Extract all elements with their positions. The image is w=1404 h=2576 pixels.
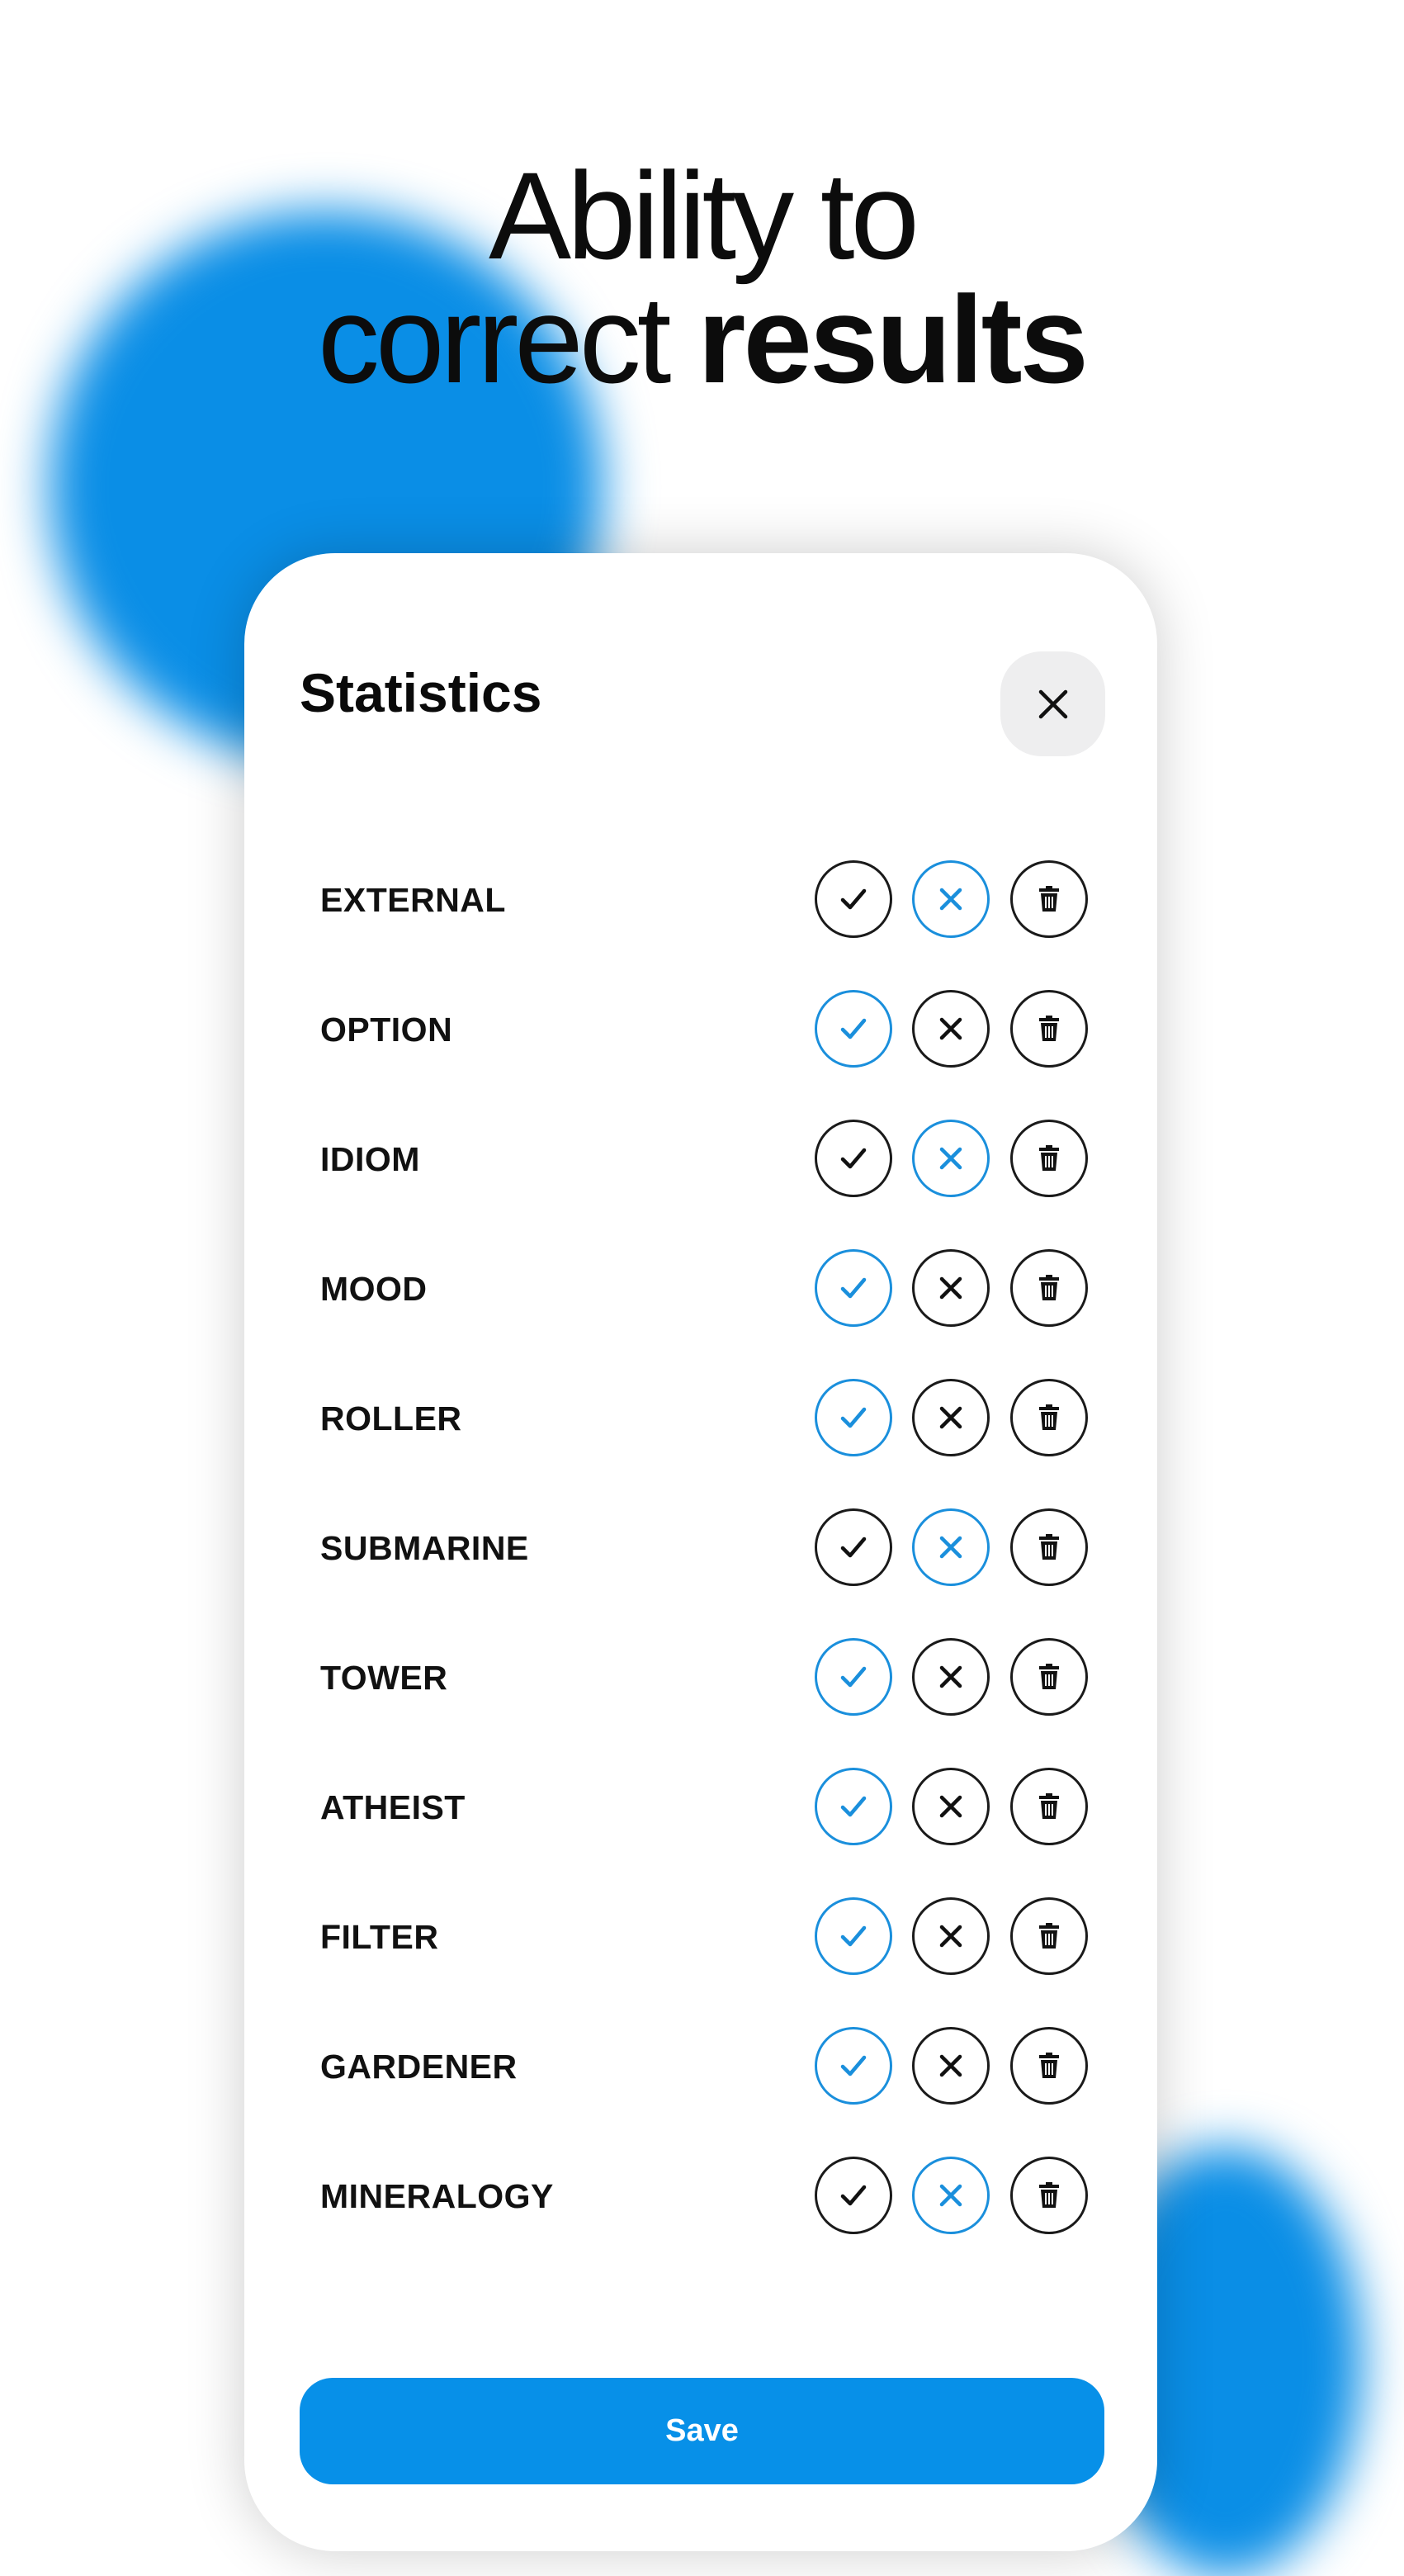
word-label: GARDENER <box>320 2048 518 2086</box>
word-row <box>244 1120 1157 1199</box>
cross-icon <box>933 1270 969 1306</box>
close-button[interactable] <box>1000 651 1105 756</box>
trash-icon <box>1031 1918 1067 1954</box>
word-label: ROLLER <box>320 1399 462 1437</box>
word-row <box>244 2157 1157 2236</box>
word-label: FILTER <box>320 1918 439 1956</box>
check-icon <box>835 1011 872 1047</box>
trash-icon <box>1031 1140 1067 1177</box>
delete-button[interactable] <box>1010 2157 1088 2234</box>
cross-icon <box>933 1011 969 1047</box>
delete-button[interactable] <box>1010 860 1088 938</box>
check-icon <box>835 1788 872 1825</box>
trash-icon <box>1031 1270 1067 1306</box>
word-row <box>244 1508 1157 1588</box>
cross-icon <box>933 1140 969 1177</box>
word-label: ATHEIST <box>320 1788 466 1826</box>
mark-correct-button[interactable] <box>815 2027 892 2105</box>
mark-wrong-button[interactable] <box>912 990 990 1068</box>
cross-icon <box>933 2048 969 2084</box>
delete-button[interactable] <box>1010 1638 1088 1716</box>
mark-wrong-button[interactable] <box>912 1768 990 1845</box>
word-row <box>244 2027 1157 2106</box>
cross-icon <box>933 2177 969 2214</box>
trash-icon <box>1031 2048 1067 2084</box>
delete-button[interactable] <box>1010 1120 1088 1197</box>
mark-correct-button[interactable] <box>815 990 892 1068</box>
trash-icon <box>1031 881 1067 917</box>
mark-correct-button[interactable] <box>815 1379 892 1456</box>
mark-correct-button[interactable] <box>815 860 892 938</box>
headline-bold-text: results <box>697 270 1086 410</box>
check-icon <box>835 1529 872 1565</box>
mark-wrong-button[interactable] <box>912 860 990 938</box>
mark-wrong-button[interactable] <box>912 1638 990 1716</box>
trash-icon <box>1031 2177 1067 2214</box>
mark-wrong-button[interactable] <box>912 1508 990 1586</box>
card-title: Statistics <box>300 662 542 723</box>
headline <box>0 146 1404 410</box>
word-row <box>244 860 1157 940</box>
word-row <box>244 990 1157 1069</box>
word-label: MOOD <box>320 1270 428 1308</box>
mark-wrong-button[interactable] <box>912 2027 990 2105</box>
word-row <box>244 1897 1157 1977</box>
mark-correct-button[interactable] <box>815 1508 892 1586</box>
mark-wrong-button[interactable] <box>912 1249 990 1327</box>
word-row <box>244 1768 1157 1847</box>
check-icon <box>835 1399 872 1436</box>
word-row <box>244 1638 1157 1717</box>
word-label: TOWER <box>320 1659 448 1697</box>
word-label: SUBMARINE <box>320 1529 529 1567</box>
word-row <box>244 1379 1157 1458</box>
mark-correct-button[interactable] <box>815 1249 892 1327</box>
word-label: EXTERNAL <box>320 881 506 919</box>
headline-line-1: Ability to <box>489 146 915 286</box>
delete-button[interactable] <box>1010 1508 1088 1586</box>
mark-correct-button[interactable] <box>815 2157 892 2234</box>
check-icon <box>835 1140 872 1177</box>
trash-icon <box>1031 1529 1067 1565</box>
mark-correct-button[interactable] <box>815 1768 892 1845</box>
word-label: OPTION <box>320 1011 453 1049</box>
cross-icon <box>933 881 969 917</box>
word-label: IDIOM <box>320 1140 420 1178</box>
headline-line-2 <box>0 270 1404 410</box>
mark-correct-button[interactable] <box>815 1120 892 1197</box>
close-icon <box>1035 686 1071 722</box>
mark-correct-button[interactable] <box>815 1897 892 1975</box>
check-icon <box>835 1270 872 1306</box>
save-button[interactable]: Save <box>300 2378 1104 2484</box>
cross-icon <box>933 1788 969 1825</box>
check-icon <box>835 881 872 917</box>
mark-correct-button[interactable] <box>815 1638 892 1716</box>
delete-button[interactable] <box>1010 1249 1088 1327</box>
statistics-card <box>244 553 1157 2551</box>
trash-icon <box>1031 1011 1067 1047</box>
mark-wrong-button[interactable] <box>912 1120 990 1197</box>
headline-regular-text: correct <box>317 270 698 410</box>
cross-icon <box>933 1529 969 1565</box>
mark-wrong-button[interactable] <box>912 1897 990 1975</box>
delete-button[interactable] <box>1010 2027 1088 2105</box>
trash-icon <box>1031 1399 1067 1436</box>
delete-button[interactable] <box>1010 1379 1088 1456</box>
cross-icon <box>933 1399 969 1436</box>
check-icon <box>835 1918 872 1954</box>
check-icon <box>835 1659 872 1695</box>
check-icon <box>835 2048 872 2084</box>
check-icon <box>835 2177 872 2214</box>
cross-icon <box>933 1918 969 1954</box>
cross-icon <box>933 1659 969 1695</box>
mark-wrong-button[interactable] <box>912 2157 990 2234</box>
word-row <box>244 1249 1157 1328</box>
trash-icon <box>1031 1659 1067 1695</box>
trash-icon <box>1031 1788 1067 1825</box>
delete-button[interactable] <box>1010 990 1088 1068</box>
delete-button[interactable] <box>1010 1897 1088 1975</box>
mark-wrong-button[interactable] <box>912 1379 990 1456</box>
word-label: MINERALOGY <box>320 2177 554 2215</box>
delete-button[interactable] <box>1010 1768 1088 1845</box>
